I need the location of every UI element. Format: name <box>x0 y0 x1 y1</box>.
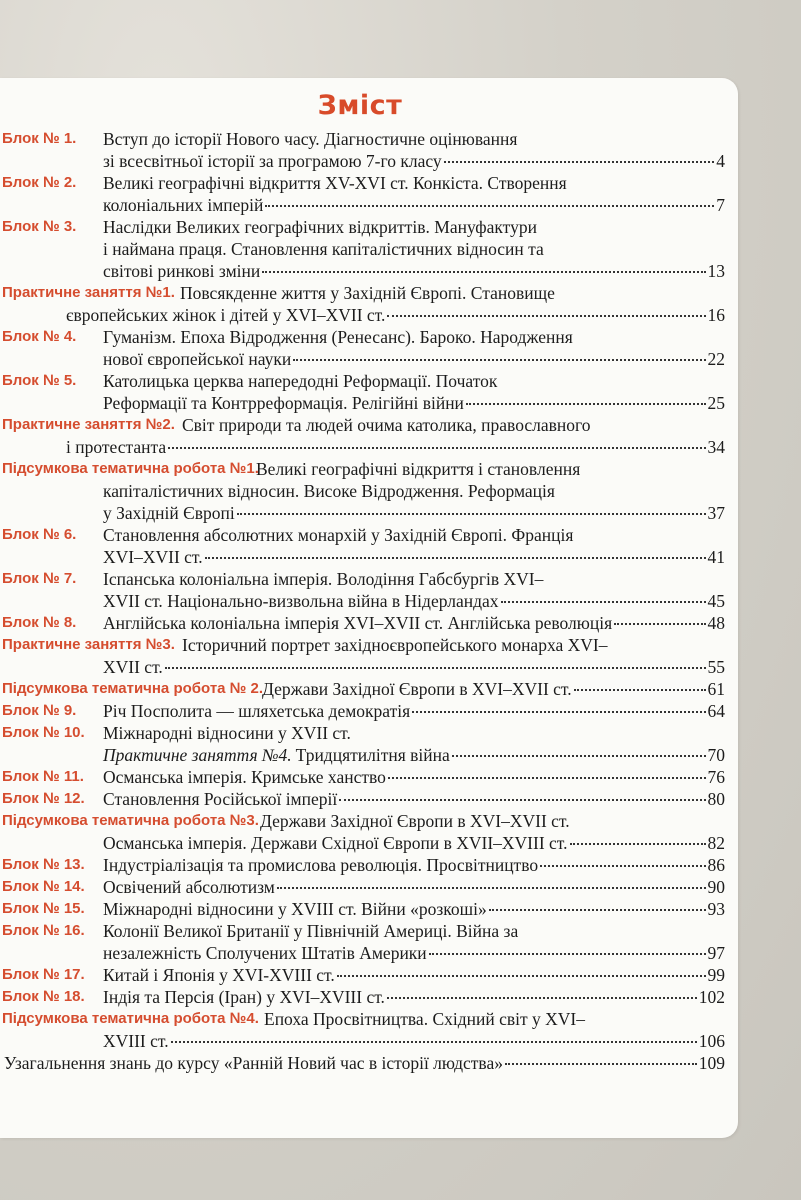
leader-dots <box>205 556 706 559</box>
toc-entry-text: Іспанська колоніальна імперія. Володіння Габсбургів XVI– <box>103 569 544 589</box>
leader-dots <box>262 270 705 273</box>
toc-entry-page-number: 99 <box>707 965 725 985</box>
toc-entry <box>0 700 725 722</box>
toc-entry <box>0 678 725 700</box>
toc-entry <box>0 370 725 414</box>
leader-dots <box>444 160 715 163</box>
toc-entry-line <box>0 172 725 194</box>
toc-entry-label: Практичне заняття №1. <box>2 284 175 301</box>
toc-entry-page-number: 64 <box>707 701 725 721</box>
leader-dots <box>540 864 705 867</box>
toc-entry-page-number: 55 <box>707 657 725 677</box>
toc-entry-text: Індія та Персія (Іран) у XVI–XVIII ст. <box>103 987 385 1007</box>
toc-entry-page-number: 48 <box>707 613 725 633</box>
toc-entry-label: Блок № 2. <box>2 174 77 191</box>
leader-dots <box>237 512 706 515</box>
toc-entry-text: Становлення абсолютних монархій у Західній Європі. Франція <box>103 525 574 545</box>
leader-dots <box>277 886 706 889</box>
toc-entry-line <box>0 722 725 744</box>
toc-entry <box>0 634 725 678</box>
toc-entry-text: Історичний портрет західноєвропейського монарха XVI– <box>182 635 608 655</box>
toc-entry-label: Блок № 10. <box>2 724 85 741</box>
toc-entry-text: Англійська колоніальна імперія XVI–XVII ст. Англійська революція <box>103 613 613 633</box>
toc-entry-text: нової європейської науки <box>103 349 292 369</box>
toc-entry-page-number: 76 <box>707 767 725 787</box>
toc-entry-page-number: 37 <box>707 503 725 523</box>
toc-entry-text: XVIII ст. <box>103 1031 169 1051</box>
toc-entry-label: Блок № 17. <box>2 966 85 983</box>
toc-entry-text: Міжнародні відносини у XVII ст. <box>103 723 351 743</box>
toc-entry-page-number: 7 <box>716 195 725 215</box>
toc-entry-line <box>0 898 725 920</box>
toc-entry-text: і протестанта <box>66 437 167 457</box>
toc-entry-text: Вступ до історії Нового часу. Діагностичне оцінювання <box>103 129 518 149</box>
toc-entry-line <box>0 150 725 172</box>
toc-entry-label: Блок № 7. <box>2 570 77 587</box>
leader-dots <box>412 710 705 713</box>
toc-entry-line <box>0 656 725 678</box>
toc-entry-page-number: 82 <box>707 833 725 853</box>
leader-dots <box>165 666 706 669</box>
page-title: Зміст <box>317 90 403 121</box>
leader-dots <box>337 974 706 977</box>
toc-entry-text: Освічений абсолютизм <box>103 877 275 897</box>
toc-entry-text: Великі географічні відкриття XV-XVI ст. Конкіста. Створення <box>103 173 567 193</box>
leader-dots <box>387 314 705 317</box>
toc-entry-line <box>0 612 725 634</box>
toc-entry-page-number: 41 <box>707 547 725 567</box>
toc-entry <box>0 876 725 898</box>
toc-entry-text: Епоха Просвітництва. Східний світ у XVI– <box>264 1009 585 1029</box>
toc-entry-text: у Західній Європі <box>103 503 235 523</box>
toc-entry-line <box>0 260 725 282</box>
toc-entry-line <box>0 876 725 898</box>
toc-entry-line <box>0 766 725 788</box>
toc-entry-page-number: 97 <box>707 943 725 963</box>
toc-entry-label: Практичне заняття №3. <box>2 636 175 653</box>
toc-entry-page-number: 4 <box>716 151 725 171</box>
toc-entry-page-number: 93 <box>707 899 725 919</box>
toc-entry-label: Блок № 3. <box>2 218 77 235</box>
toc-entry-text: Становлення Російської імперії <box>103 789 338 809</box>
toc-entry-line <box>0 348 725 370</box>
toc-entry <box>0 854 725 876</box>
toc-entry-line <box>0 832 725 854</box>
toc-entry <box>0 788 725 810</box>
toc-entry-label: Підсумкова тематична робота №3. <box>2 812 259 829</box>
toc-entry <box>0 810 725 854</box>
toc-entry <box>0 766 725 788</box>
toc-entry-label: Блок № 13. <box>2 856 85 873</box>
toc-entry-page-number: 13 <box>707 261 725 281</box>
toc-entry <box>0 898 725 920</box>
toc-entry <box>0 216 725 282</box>
toc-entry-label: Блок № 5. <box>2 372 77 389</box>
toc-entry-text: Османська імперія. Держави Східної Європи в XVII–XVIII ст. <box>103 833 568 853</box>
toc-entry-text: Великі географічні відкриття і становлення <box>256 459 581 479</box>
leader-dots <box>505 1062 697 1065</box>
toc-entry-page-number: 109 <box>698 1053 725 1073</box>
leader-dots <box>168 446 705 449</box>
toc-entry <box>0 964 725 986</box>
toc-entry-text: Реформації та Контрреформація. Релігійні війни <box>103 393 464 413</box>
toc-entry-text: Колонії Великої Британії у Північній Америці. Війна за <box>103 921 519 941</box>
toc-entry-text: незалежність Сполучених Штатів Америки <box>103 943 427 963</box>
toc-entry <box>0 172 725 216</box>
toc-entry-label: Практичне заняття №2. <box>2 416 175 433</box>
leader-dots <box>489 908 706 911</box>
toc-entry-label: Блок № 4. <box>2 328 77 345</box>
toc-entry-text: європейських жінок і дітей у XVI–XVII ст. <box>66 305 386 325</box>
toc-entry-line <box>0 942 725 964</box>
toc-entry-line <box>0 788 725 810</box>
toc-entry <box>0 920 725 964</box>
toc-entry-line <box>0 854 725 876</box>
toc-entry-label: Блок № 15. <box>2 900 85 917</box>
leader-dots <box>265 204 714 207</box>
toc-entry-text: Річ Посполита — шляхетська демократія <box>103 701 411 721</box>
toc-entry <box>0 128 725 172</box>
toc-entry-line <box>0 238 725 260</box>
toc-entry <box>0 722 725 766</box>
leader-dots <box>452 754 706 757</box>
toc-entry-text: Османська імперія. Кримське ханство <box>103 767 386 787</box>
toc-entry-label: Блок № 18. <box>2 988 85 1005</box>
toc-entry-label: Підсумкова тематична робота №1. <box>2 460 259 477</box>
table-of-contents <box>0 128 725 1074</box>
toc-entry-line <box>0 480 725 502</box>
leader-dots <box>501 600 706 603</box>
leader-dots <box>429 952 706 955</box>
toc-entry-line <box>0 986 725 1008</box>
toc-entry-text: XVII ст. <box>103 657 163 677</box>
toc-entry-label: Блок № 8. <box>2 614 77 631</box>
toc-entry <box>0 1008 725 1052</box>
toc-entry-line <box>0 546 725 568</box>
toc-entry-label: Підсумкова тематична робота № 2. <box>2 680 264 697</box>
leader-dots <box>614 622 705 625</box>
toc-entry-line <box>0 436 725 458</box>
toc-entry-line <box>0 964 725 986</box>
toc-entry-page-number: 22 <box>707 349 725 369</box>
toc-entry-page-number: 16 <box>707 305 725 325</box>
toc-entry-line <box>0 590 725 612</box>
toc-entry-label: Блок № 12. <box>2 790 85 807</box>
toc-entry-line <box>0 128 725 150</box>
toc-entry-line <box>0 216 725 238</box>
leader-dots <box>466 402 706 405</box>
toc-entry-label: Підсумкова тематична робота №4. <box>2 1010 259 1027</box>
toc-entry-text: Китай і Японія у XVI-XVIII ст. <box>103 965 335 985</box>
toc-entry-page-number: 106 <box>698 1031 725 1051</box>
toc-entry-text: капіталістичних відносин. Високе Відродження. Реформація <box>103 481 555 501</box>
toc-entry-line <box>0 502 725 524</box>
toc-entry-text: Повсякденне життя у Західній Європі. Становище <box>180 283 555 303</box>
toc-entry-line <box>0 326 725 348</box>
toc-entry <box>0 282 725 326</box>
toc-entry-label: Блок № 1. <box>2 130 77 147</box>
toc-entry-text: світові ринкові зміни <box>103 261 261 281</box>
toc-entry-text: Індустріалізація та промислова революція. Просвітництво <box>103 855 539 875</box>
toc-entry-line <box>0 568 725 590</box>
toc-entry-line <box>0 370 725 392</box>
toc-entry-label: Блок № 6. <box>2 526 77 543</box>
toc-entry-text: Держави Західної Європи в XVI–XVII ст. <box>260 811 570 831</box>
toc-entry-page-number: 102 <box>698 987 725 1007</box>
toc-entry-page-number: 80 <box>707 789 725 809</box>
toc-entry <box>0 568 725 612</box>
toc-entry-page-number: 61 <box>707 679 725 699</box>
toc-entry-label: Блок № 16. <box>2 922 85 939</box>
toc-entry-text: Практичне заняття №4. Тридцятилітня війна <box>103 745 450 765</box>
leader-dots <box>570 842 706 845</box>
toc-entry-page-number: 70 <box>707 745 725 765</box>
toc-entry-label: Блок № 9. <box>2 702 77 719</box>
toc-entry-text: колоніальних імперій <box>103 195 264 215</box>
toc-entry-line <box>0 524 725 546</box>
toc-entry-line <box>0 744 725 766</box>
toc-entry-text: Католицька церква напередодні Реформації. Початок <box>103 371 498 391</box>
toc-entry-page-number: 25 <box>707 393 725 413</box>
toc-entry-line <box>0 700 725 722</box>
toc-entry-line <box>0 920 725 942</box>
toc-entry <box>0 986 725 1008</box>
leader-dots <box>387 996 697 999</box>
toc-entry-page-number: 34 <box>707 437 725 457</box>
toc-entry-line <box>0 1030 725 1052</box>
toc-entry-text: Світ природи та людей очима католика, православного <box>182 415 591 435</box>
toc-entry-text: Гуманізм. Епоха Відродження (Ренесанс). Бароко. Народження <box>103 327 573 347</box>
toc-entry-line <box>0 304 725 326</box>
toc-entry-text: Держави Західної Європи в XVI–XVII ст. <box>262 679 572 699</box>
leader-dots <box>574 688 706 691</box>
toc-entry-text: Міжнародні відносини у XVIII ст. Війни «розкоші» <box>103 899 487 919</box>
toc-entry-page-number: 90 <box>707 877 725 897</box>
toc-entry-text: XVI–XVII ст. <box>103 547 203 567</box>
toc-entry <box>0 414 725 458</box>
toc-entry <box>0 524 725 568</box>
toc-entry <box>0 458 725 524</box>
toc-entry <box>0 612 725 634</box>
leader-dots <box>293 358 705 361</box>
toc-entry-text: Узагальнення знань до курсу «Ранній Новий час в історії людства» <box>4 1053 503 1073</box>
toc-entry-page-number: 45 <box>707 591 725 611</box>
toc-entry-text: зі всесвітньої історії за програмою 7-го класу <box>103 151 442 171</box>
toc-entry <box>0 1052 725 1074</box>
toc-entry-line <box>0 1052 725 1074</box>
leader-dots <box>171 1040 697 1043</box>
toc-entry-text: і наймана праця. Становлення капіталістичних відносин та <box>103 239 544 259</box>
toc-entry-page-number: 86 <box>707 855 725 875</box>
toc-entry-line <box>0 194 725 216</box>
toc-entry-text: Наслідки Великих географічних відкриттів. Мануфактури <box>103 217 537 237</box>
toc-entry <box>0 326 725 370</box>
leader-dots <box>339 798 705 801</box>
toc-entry-text: XVII ст. Національно-визвольна війна в Нідерландах <box>103 591 499 611</box>
toc-entry-label: Блок № 14. <box>2 878 85 895</box>
toc-entry-label: Блок № 11. <box>2 768 84 785</box>
toc-entry-line <box>0 392 725 414</box>
leader-dots <box>388 776 706 779</box>
